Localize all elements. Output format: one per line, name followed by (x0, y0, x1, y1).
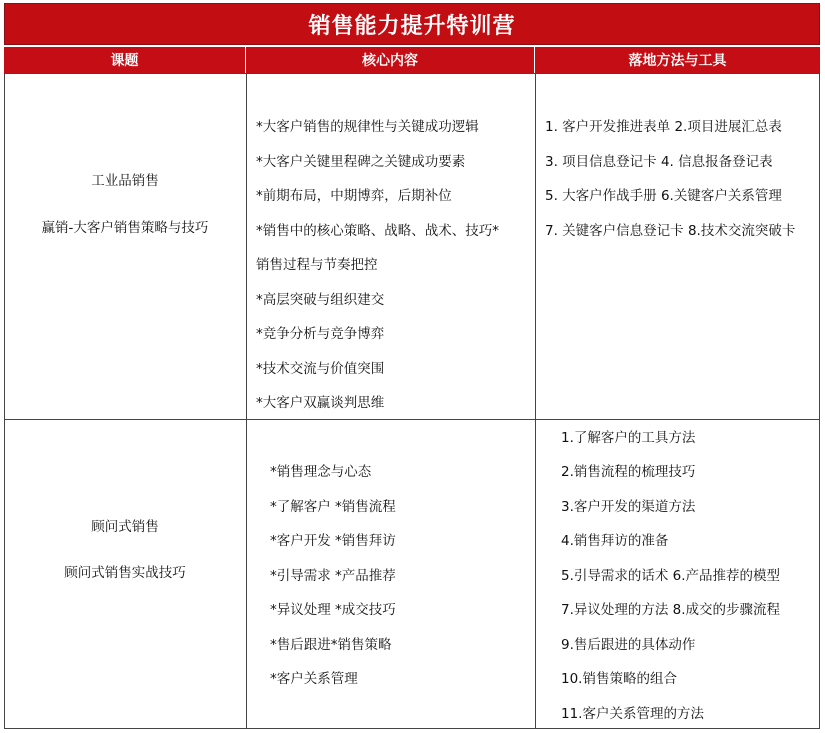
row-divider (5, 419, 819, 420)
core-item: *了解客户 *销售流程 (270, 499, 396, 515)
core-item: *竞争分析与竞争博弈 (256, 326, 385, 342)
core-item: *大客户销售的规律性与关键成功逻辑 (256, 119, 479, 135)
header-row (4, 47, 820, 73)
core-item: *客户开发 *销售拜访 (270, 533, 396, 549)
tool-item: 3.客户开发的渠道方法 (561, 499, 696, 515)
core-item: *销售理念与心态 (270, 464, 372, 480)
tool-item: 10.销售策略的组合 (561, 671, 677, 687)
core-item: 销售过程与节奏把控 (256, 257, 378, 273)
column-divider (246, 74, 247, 728)
core-item: *大客户关键里程碑之关键成功要素 (256, 154, 466, 170)
topic-course: 赢销-大客户销售策略与技巧 (41, 220, 209, 236)
tool-item: 3. 项目信息登记卡 4. 信息报备登记表 (545, 154, 773, 170)
header-topic: 课题 (4, 47, 246, 73)
header-core-content: 核心内容 (246, 47, 535, 73)
tool-item: 11.客户关系管理的方法 (561, 706, 704, 722)
tool-item: 2.销售流程的梳理技巧 (561, 464, 696, 480)
core-item: *大客户双赢谈判思维 (256, 395, 385, 411)
tool-item: 1. 客户开发推进表单 2.项目进展汇总表 (545, 119, 782, 135)
tool-item: 9.售后跟进的具体动作 (561, 637, 696, 653)
tool-item: 5.引导需求的话术 6.产品推荐的模型 (561, 568, 781, 584)
topic-category: 工业品销售 (91, 173, 159, 189)
tool-item: 4.销售拜访的准备 (561, 533, 669, 549)
core-item: *前期布局，中期博弈，后期补位 (256, 188, 452, 204)
course-table (4, 3, 820, 729)
column-divider (535, 74, 536, 728)
core-item: *引导需求 *产品推荐 (270, 568, 396, 584)
header-methods-tools: 落地方法与工具 (628, 53, 727, 69)
tool-item: 7.异议处理的方法 8.成交的步骤流程 (561, 602, 781, 618)
topic-course: 顾问式销售实战技巧 (64, 565, 186, 581)
tool-item: 5. 大客户作战手册 6.关键客户关系管理 (545, 188, 782, 204)
core-item: *异议处理 *成交技巧 (270, 602, 396, 618)
table-body (4, 73, 820, 729)
topic-category: 顾问式销售 (91, 519, 159, 535)
tool-item: 1.了解客户的工具方法 (561, 430, 696, 446)
core-item: *技术交流与价值突围 (256, 361, 385, 377)
table-title: 销售能力提升特训营 (4, 3, 820, 45)
core-item: *售后跟进*销售策略 (270, 637, 392, 653)
tool-item: 7. 关键客户信息登记卡 8.技术交流突破卡 (545, 223, 796, 239)
core-item: *高层突破与组织建交 (256, 292, 385, 308)
core-item: *销售中的核心策略、战略、战术、技巧* (256, 223, 499, 239)
core-item: *客户关系管理 (270, 671, 358, 687)
